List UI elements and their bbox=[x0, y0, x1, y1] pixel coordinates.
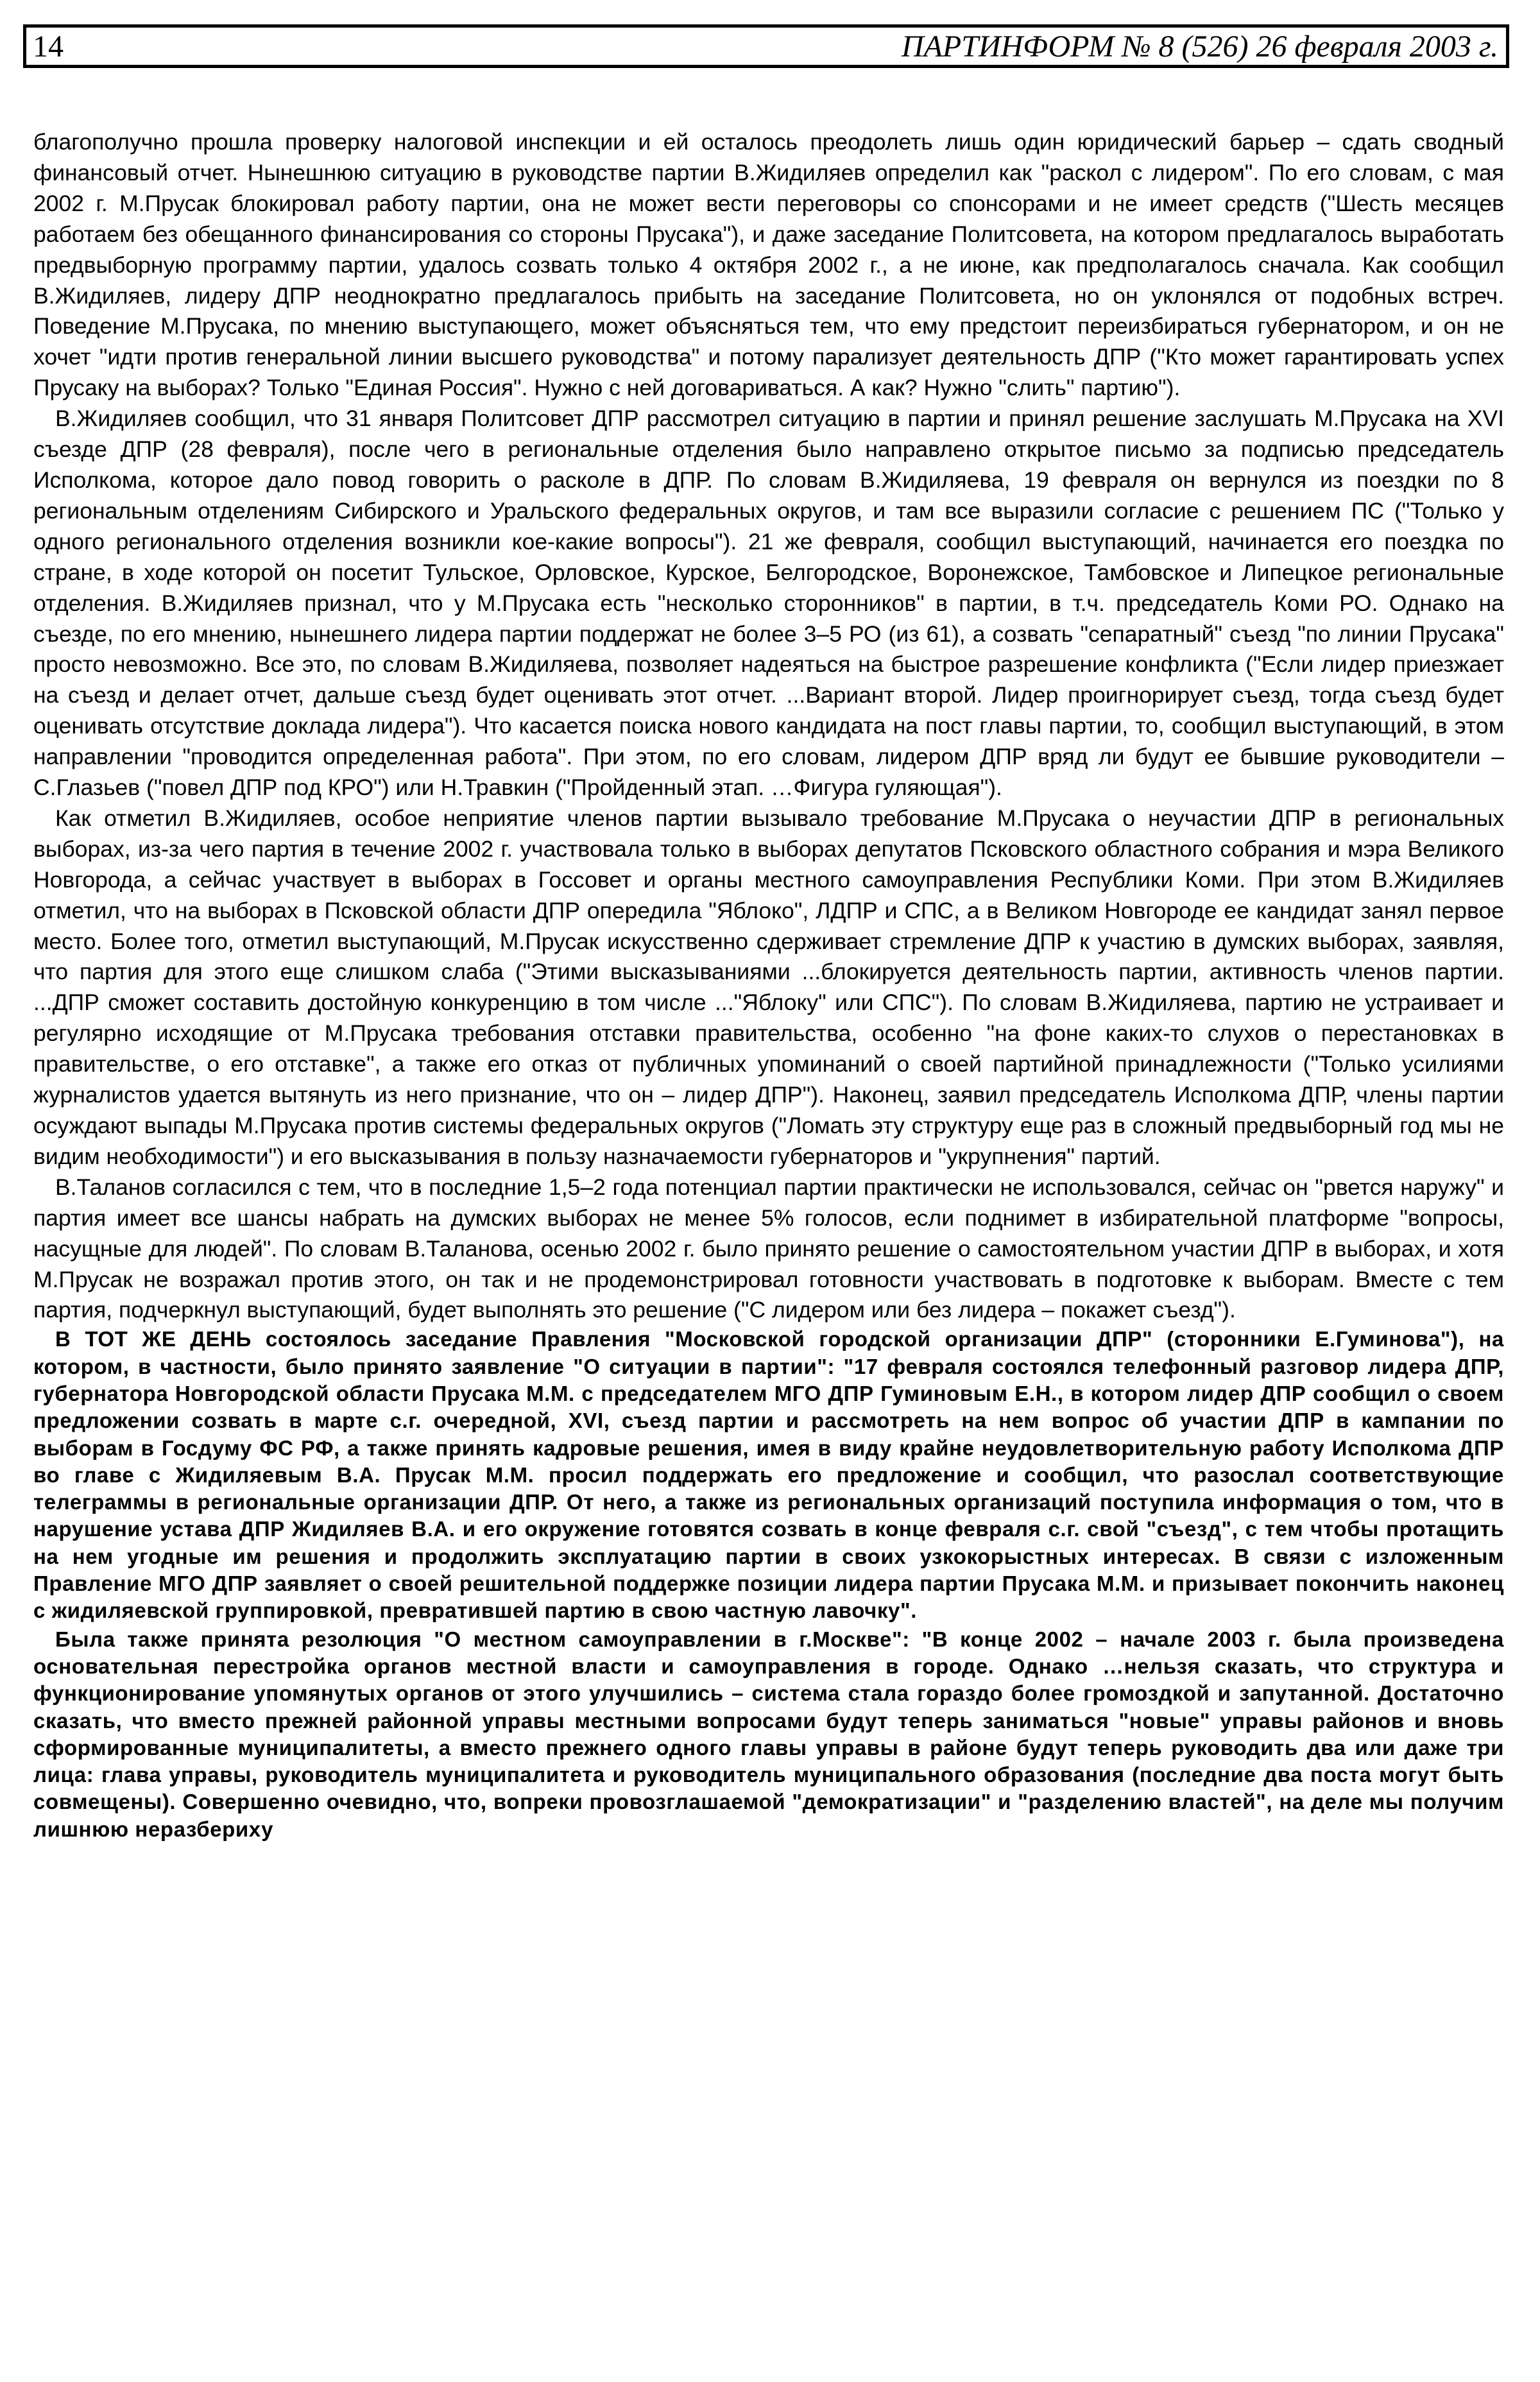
publication-title: ПАРТИНФОРМ № 8 (526) 26 февраля 2003 г. bbox=[901, 29, 1498, 64]
paragraph-1: благополучно прошла проверку налоговой инспекции и ей осталось преодолеть лишь один юридический барьер – сдать сводный финансовый отчет. Нынешнюю ситуацию в руководстве партии В.Жидиляев определил как "раскол с лидером". По его словам, с мая 2002 г. М.Прусак блокировал работу партии, она не может вести переговоры со спонсорами и не имеет средств ("Шесть месяцев работаем без обещанного финансирования со стороны Прусака"), и даже заседание Политсовета, на котором предлагалось выработать предвыборную программу партии, удалось созвать только 4 октября 2002 г., а не июне, как предполагалось сначала. Как сообщил В.Жидиляев, лидеру ДПР неоднократно предлагалось прибыть на заседание Политсовета, но он уклонялся от подобных встреч. Поведение М.Прусака, по мнению выступающего, может объясняться тем, что ему предстоит переизбираться губернатором, и он не хочет "идти против генеральной линии высшего руководства" и потому парализует деятельность ДПР ("Кто может гарантировать успех Прусаку на выборах? Только "Единая Россия". Нужно с ней договариваться. А как? Нужно "слить" партию"). bbox=[33, 129, 1504, 401]
bold-paragraph-statement: В ТОТ ЖЕ ДЕНЬ состоялось заседание Правления "Московской городской организации ДПР" (сторонники Е.Гуминова"), на котором, в частности, было принято заявление "О ситуации в партии": "17 февраля состоялся телефонный разговор лидера ДПР, губернатора Новгородской области Прусака М.М. с председателем МГО ДПР Гуминовым Е.Н., в котором лидер ДПР сообщил о своем предложении созвать в марте с.г. очередной, XVI, съезд партии и рассмотреть на нем вопрос об участии ДПР в кампании по выборам в Госдуму ФС РФ, а также принять кадровые решения, имея в виду крайне неудовлетворительную работу Исполкома ДПР во главе с Жидиляевым В.А. Прусак М.М. просил поддержать его предложение и сообщил, что разослал соответствующие телеграммы в региональные организации ДПР. От него, а также из региональных организаций поступила информация о том, что в нарушение устава ДПР Жидиляев В.А. и его окружение готовятся созвать в конце февраля с.г. свой "съезд", с тем чтобы протащить на нем угодные им решения и продолжить эксплуатацию партии в своих узкокорыстных интересах. В связи с изложенным Правление МГО ДПР заявляет о своей решительной поддержке позиции лидера партии Прусака М.М. и призывает покончить наконец с жидиляевской группировкой, превратившей партию в свою частную лавочку". bbox=[33, 1327, 1504, 1623]
bold-paragraph-resolution: Была также принята резолюция "О местном самоуправлении в г.Москве": "В конце 2002 – начале 2003 г. была произведена основательная перестройка органов местной власти и самоуправления в городе. Однако …нельзя сказать, что структура и функционирование упомянутых органов от этого улучшились – система стала гораздо более громоздкой и запутанной. Достаточно сказать, что вместо прежней районной управы местными вопросами будут теперь заниматься "новые" управы районов и вновь сформированные муниципалитеты, а вместо прежнего одного главы управы в районе будут теперь руководить два или даже три лица: глава управы, руководитель муниципалитета и руководитель муниципального образования (последние два поста могут быть совмещены). Совершенно очевидно, что, вопреки провозглашаемой "демократизации" и "разделению властей", на деле мы получим лишнюю неразбериху bbox=[33, 1627, 1504, 1841]
page-header bbox=[23, 24, 1509, 68]
page-number: 14 bbox=[33, 29, 64, 64]
paragraph-4: В.Таланов согласился с тем, что в последние 1,5–2 года потенциал партии практически не использовался, сейчас он "рвется наружу" и партия имеет все шансы набрать на думских выборах не менее 5% голосов, если поднимет в избирательной платформе "вопросы, насущные для людей". По словам В.Таланова, осенью 2002 г. было принято решение о самостоятельном участии ДПР в выборах, и хотя М.Прусак не возражал против этого, он так и не продемонстрировал готовности участвовать в подготовке к выборам. Вместе с тем партия, подчеркнул выступающий, будет выполнять это решение ("С лидером или без лидера – покажет съезд"). bbox=[33, 1174, 1504, 1323]
paragraph-3: Как отметил В.Жидиляев, особое неприятие членов партии вызывало требование М.Прусака о неучастии ДПР в региональных выборах, из-за чего партия в течение 2002 г. участвовала только в выборах депутатов Псковского областного собрания и мэра Великого Новгорода, а сейчас участвует в выборах в Госсовет и органы местного самоуправления Республики Коми. При этом В.Жидиляев отметил, что на выборах в Псковской области ДПР опередила "Яблоко", ЛДПР и СПС, а в Великом Новгороде ее кандидат занял первое место. Более того, отметил выступающий, М.Прусак искусственно сдерживает стремление ДПР к участию в думских выборах, заявляя, что партия для этого еще слишком слаба ("Этими высказываниями ...блокируется деятельность партии, активность членов партии. ...ДПР сможет составить достойную конкуренцию в том числе ..."Яблоку" или СПС"). По словам В.Жидиляева, партию не устраивает и регулярно исходящие от М.Прусака требования отставки правительства, особенно "на фоне каких-то слухов о перестановках в правительстве, о его отставке", а также его отказ от публичных упоминаний о своей партийной принадлежности ("Только усилиями журналистов удается вытянуть из него признание, что он – лидер ДПР"). Наконец, заявил председатель Исполкома ДПР, члены партии осуждают выпады М.Прусака против системы федеральных округов ("Ломать эту структуру еще раз в сложный предвыборный год мы не видим необходимости") и его высказывания в пользу назначаемости губернаторов и "укрупнения" партий. bbox=[33, 805, 1504, 1169]
article-body bbox=[33, 127, 1504, 1843]
paragraph-2: В.Жидиляев сообщил, что 31 января Политсовет ДПР рассмотрел ситуацию в партии и принял решение заслушать М.Прусака на XVI съезде ДПР (28 февраля), после чего в региональные отделения было направлено открытое письмо за подписью председатель Исполкома, которое дало повод говорить о расколе в ДПР. По словам В.Жидиляева, 19 февраля он вернулся из поездки по 8 региональным отделениям Сибирского и Уральского федеральных округов, и там все выразили согласие с решением ПС ("Только у одного регионального отделения возникли кое-какие вопросы"). 21 же февраля, сообщил выступающий, начинается его поездка по стране, в ходе которой он посетит Тульское, Орловское, Курское, Белгородское, Воронежское, Тамбовское и Липецкое региональные отделения. В.Жидиляев признал, что у М.Прусака есть "несколько сторонников" в партии, в т.ч. председатель Коми РО. Однако на съезде, по его мнению, нынешнего лидера партии поддержат не более 3–5 РО (из 61), а созвать "сепаратный" съезд "по линии Прусака" просто невозможно. Все это, по словам В.Жидиляева, позволяет надеяться на быстрое разрешение конфликта ("Если лидер приезжает на съезд и делает отчет, дальше съезд будет оценивать этот отчет. ...Вариант второй. Лидер проигнорирует съезд, тогда съезд будет оценивать отсутствие доклада лидера"). Что касается поиска нового кандидата на пост главы партии, то, сообщил выступающий, в этом направлении "проводится определенная работа". При этом, по его словам, лидером ДПР вряд ли будут ее бывшие руководители – С.Глазьев ("повел ДПР под КРО") или Н.Травкин ("Пройденный этап. …Фигура гуляющая"). bbox=[33, 406, 1504, 801]
